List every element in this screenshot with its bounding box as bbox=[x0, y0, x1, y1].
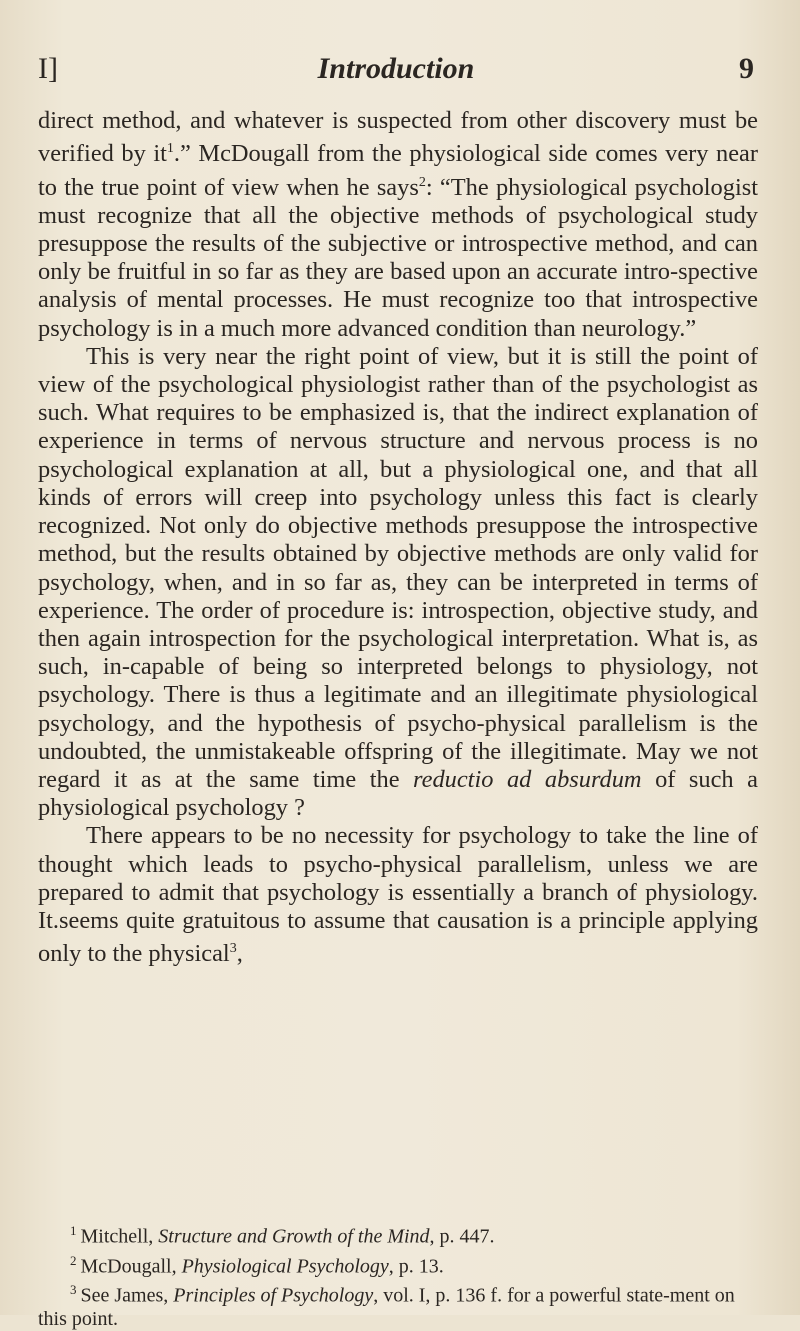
text-run: , p. 13. bbox=[388, 1255, 444, 1278]
footnotes bbox=[38, 1219, 758, 1331]
footnote-number: 3 bbox=[70, 1282, 77, 1298]
footnote bbox=[38, 1249, 758, 1279]
text-run: There appears to be no necessity for psychology to take the line of thought which leads to psycho-physical parallelism, unless we are prepared to admit that psychology is essentially a branch of physiology. It.seems quite gratuitous to assume that causation is a principle applying only to the physical bbox=[38, 822, 758, 968]
footnote-number: 2 bbox=[70, 1252, 77, 1268]
text-run: Mitchell, bbox=[80, 1225, 159, 1248]
italic-text: reductio ad absurdum bbox=[413, 765, 642, 793]
text-run: This is very near the right point of view, but it is still the point of view of the psychological physiologist rather than of the psychologist as such. What requires to be emphasized is, that the indirect explanation of experience in terms of nervous structure and nervous process is no psychological explanation at all, but a physiological one, and that all kinds of errors will creep into psychology unless this fact is clearly recognized. Not only do objective methods presuppose the introspective method, but the results obtained by objective methods are only valid for psychology, when, and in so far as, they can be interpreted in terms of experience. The order of procedure is: introspection, objective study, and then again introspection for the psychological interpretation. What is, as such, in-capable of being so interpreted belongs to physiology, not psychology. There is thus a legitimate and an illegitimate physiological psychology, and the hypothesis of psycho-physical parallelism is the undoubted, the unmistakeable offspring of the illegitimate. May we not regard it as at the same time the bbox=[38, 342, 758, 793]
paragraph bbox=[38, 343, 758, 822]
text-run: : “The physiological psychologist must recognize that all the objective methods of psychological study presuppose the results of the subjective or introspective method, and can only be fruitful in so far as they are based upon an accurate intro-spective analysis of mental processes. He must recognize too that introspective psychology is in a much more advanced condition than neurology.” bbox=[38, 173, 758, 342]
chapter-number: I] bbox=[38, 52, 58, 85]
text-run: , bbox=[236, 940, 243, 968]
text-run: , p. 447. bbox=[429, 1225, 495, 1248]
running-header bbox=[38, 52, 754, 96]
body-text bbox=[38, 107, 758, 968]
text-run: See James, bbox=[80, 1284, 174, 1307]
text-run: of such a physiological psychology ? bbox=[38, 765, 758, 822]
paragraph bbox=[38, 822, 758, 968]
italic-text: Structure and Growth of the Mind bbox=[158, 1225, 430, 1248]
italic-text: Principles of Psychology bbox=[173, 1284, 374, 1307]
text-run: .” McDougall from the physiological side comes very near to the true point of view when he says bbox=[38, 140, 758, 201]
text-run: direct method, and whatever is suspected from other discovery must be verified by it bbox=[38, 107, 758, 168]
footnote-reference: 3 bbox=[229, 941, 237, 957]
text-run: McDougall, bbox=[80, 1255, 182, 1278]
footnote bbox=[38, 1278, 758, 1331]
page-number: 9 bbox=[739, 52, 754, 85]
footnote-reference: 1 bbox=[166, 141, 174, 157]
footnote-reference: 2 bbox=[418, 174, 426, 190]
footnote-number: 1 bbox=[70, 1223, 77, 1238]
text-run: , vol. I, p. 136 f. for a powerful state-ment on this point. bbox=[38, 1284, 735, 1330]
italic-text: Physiological Psychology bbox=[181, 1255, 389, 1278]
chapter-title: Introduction bbox=[317, 52, 475, 85]
footnote bbox=[38, 1219, 758, 1249]
paragraph bbox=[38, 107, 758, 343]
